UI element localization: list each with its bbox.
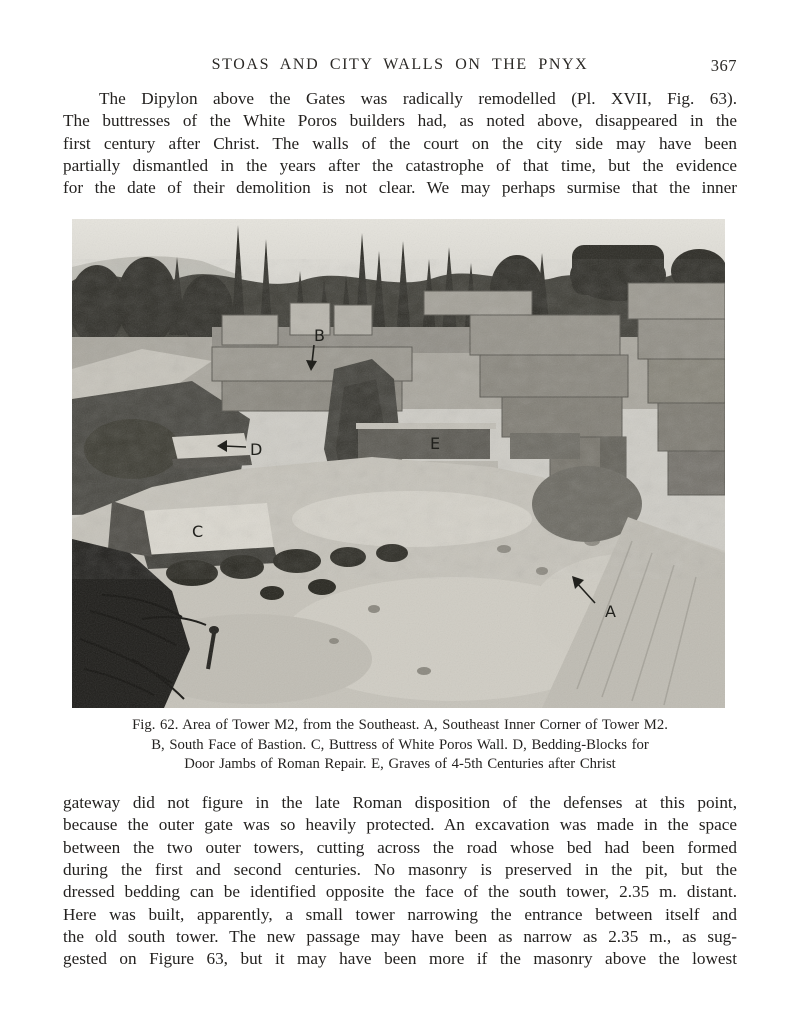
- text-line: Here was built, apparently, a small tower narrowing the entrance between itself and: [63, 904, 737, 924]
- text-line: because the outer gate was so heavily protected. An excavation was made in the space: [63, 815, 737, 835]
- caption-line: Fig. 62. Area of Tower M2, from the Southeast. A, Southeast Inner Corner of Tower M2.: [132, 717, 668, 733]
- text-line: during the first and second centuries. No masonry is preserved in the pit, but the: [63, 860, 737, 880]
- text-line: for the date of their demolition is not clear. We may perhaps surmise that the inner: [63, 178, 737, 198]
- photo-label-a: A: [605, 602, 616, 621]
- text-line: between the two outer towers, cutting across the road whose bed had been formed: [63, 837, 737, 857]
- figure-caption: [63, 716, 737, 775]
- photo-label-c: C: [192, 522, 204, 541]
- excavation-photo: [72, 219, 725, 708]
- text-line: partially dismantled in the years after the catastrophe of that time, but the evidence: [63, 156, 737, 176]
- page-number: 367: [710, 56, 737, 75]
- photo-label-d: D: [250, 440, 263, 459]
- paragraph-1: [63, 88, 737, 200]
- text-line: gateway did not figure in the late Roman disposition of the defenses at this point,: [63, 793, 737, 812]
- caption-line: Door Jambs of Roman Repair. E, Graves of 4-5th Centuries after Christ: [184, 756, 616, 773]
- paragraph-2: [63, 792, 737, 971]
- photo-label-e: E: [430, 434, 441, 453]
- text-line: dressed bedding can be identified opposite the face of the south tower, 2.35 m. distant.: [63, 882, 737, 902]
- running-head-title: STOAS AND CITY WALLS ON THE PNYX: [211, 56, 589, 73]
- text-line: gested on Figure 63, but it may have been more if the masonry above the lowest: [63, 949, 737, 969]
- text-line: first century after Christ. The walls of the court on the city side may have been: [63, 133, 737, 153]
- caption-line: B, South Face of Bastion. C, Buttress of White Poros Wall. D, Bedding-Blocks for: [151, 736, 649, 753]
- text-line: The Dipylon above the Gates was radically remodelled (Pl. XVII, Fig. 63).: [99, 89, 737, 108]
- text-line: the old south tower. The new passage may have been as narrow as 2.35 m., as sug-: [63, 927, 737, 947]
- excavation-photo-figure: [72, 219, 725, 708]
- photo-label-b: B: [314, 326, 325, 345]
- photo-texture-fine: [72, 219, 725, 708]
- text-line: The buttresses of the White Poros builders had, as noted above, disappeared in the: [63, 111, 737, 131]
